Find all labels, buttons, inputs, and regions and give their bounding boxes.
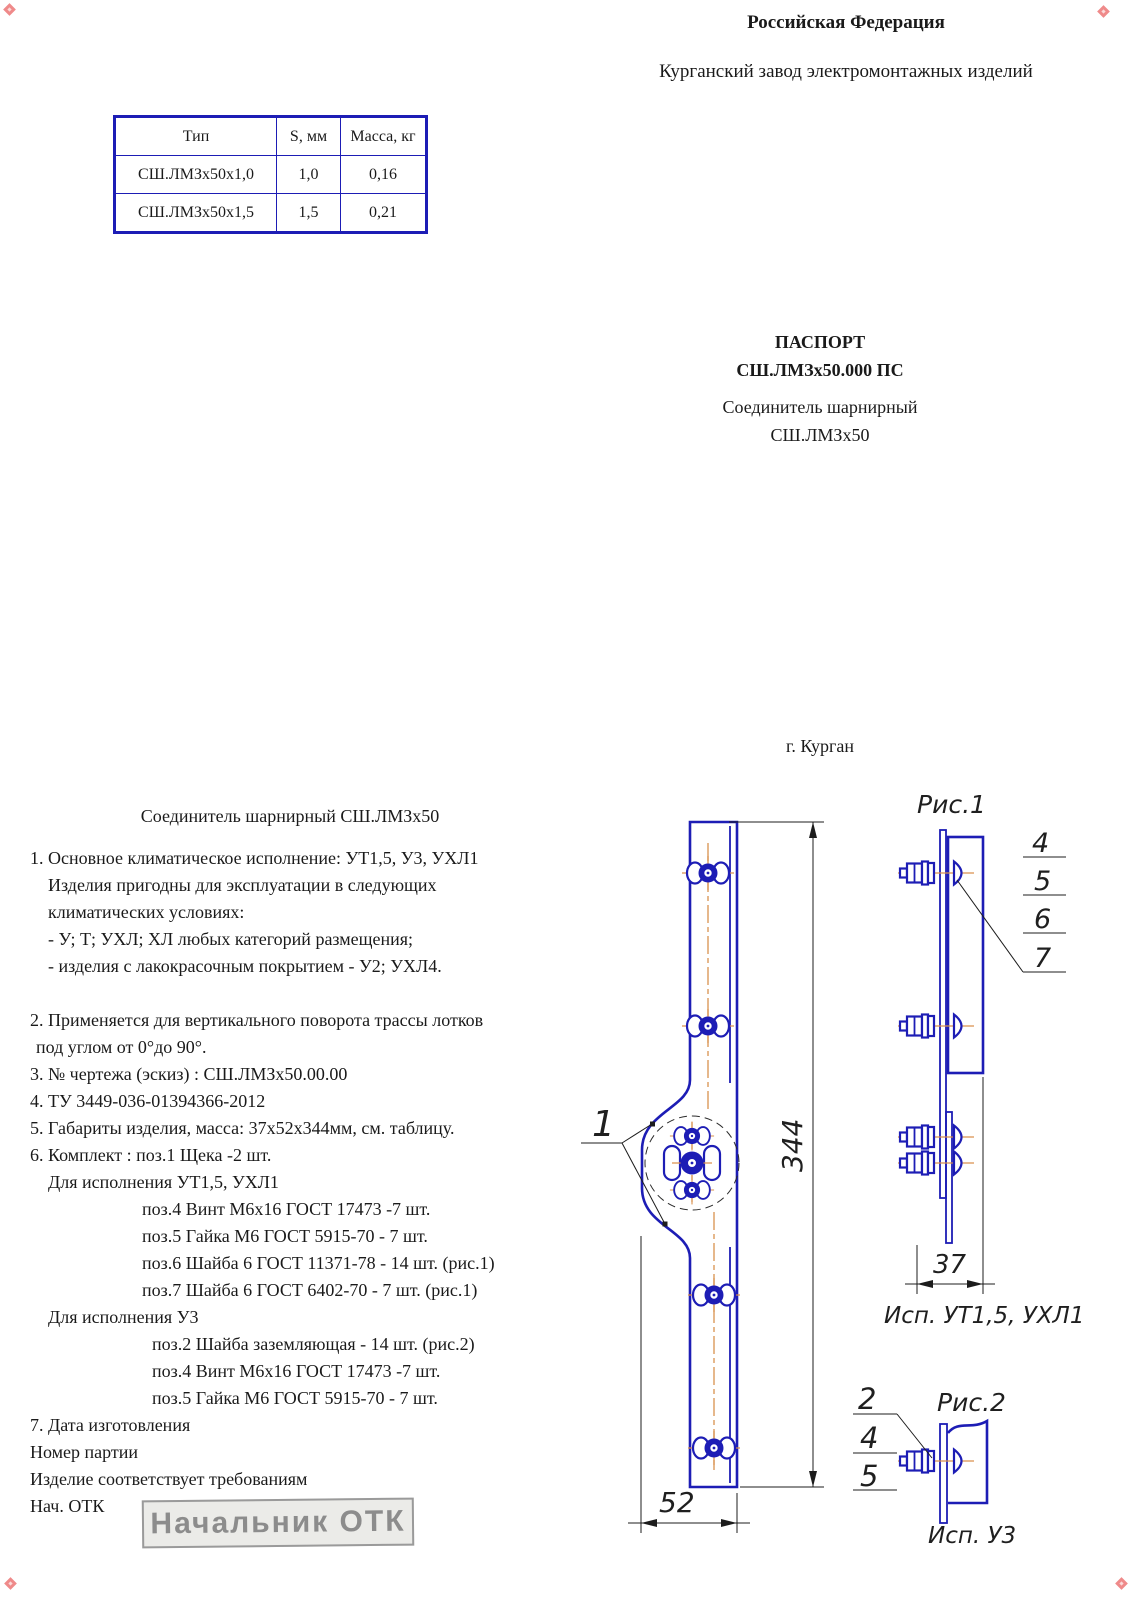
bolt-assembly-icon	[898, 862, 974, 885]
spec-line: 6. Комплект : поз.1 Щека -2 шт.	[30, 1145, 272, 1165]
fig2-label: Рис.2	[937, 1388, 1006, 1417]
spec-line: Изделия пригодны для эксплуатации в следующих	[48, 875, 437, 895]
spec-line: под углом от 0°до 90°.	[36, 1037, 207, 1057]
dimension-344	[729, 822, 824, 1487]
front-view-drawing	[581, 822, 824, 1533]
spec-line: поз.5 Гайка М6 ГОСТ 5915-70 - 7 шт.	[142, 1226, 428, 1246]
spec-line: климатических условиях:	[48, 902, 245, 922]
passport-code: СШ.ЛМЗх50.000 ПС	[736, 360, 904, 380]
otk-stamp-text: Начальник ОТК	[150, 1504, 406, 1541]
table-cell: СШ.ЛМЗх50х1,0	[115, 156, 277, 194]
svg-text:5: 5	[1034, 866, 1052, 897]
spec-line: Номер партии	[30, 1442, 139, 1462]
svg-text:37: 37	[933, 1250, 967, 1280]
bolt-icon	[688, 1278, 740, 1312]
spec-line: поз.6 Шайба 6 ГОСТ 11371-78 - 14 шт. (рис.1)	[142, 1253, 495, 1273]
spec-line: - изделия с лакокрасочным покрытием - У2; УХЛ4.	[48, 956, 442, 976]
spec-line: 4. ТУ 3449-036-01394366-2012	[30, 1091, 266, 1111]
table-header-cell: Масса, кг	[341, 117, 427, 156]
detail-view-drawing	[853, 1382, 1016, 1549]
dimension-37	[905, 1077, 995, 1294]
callout-ladder-fig2	[853, 1382, 932, 1493]
spec-line: поз.2 Шайба заземляющая - 14 шт. (рис.2)	[152, 1334, 475, 1354]
header-country: Российская Федерация	[747, 12, 945, 33]
spec-line: Нач. ОТК	[30, 1496, 105, 1516]
callout-1	[581, 1104, 668, 1227]
svg-text:4: 4	[860, 1421, 879, 1455]
table-cell: 0,16	[341, 156, 427, 194]
description-heading: Соединитель шарнирный СШ.ЛМЗх50	[140, 806, 440, 826]
table-header-cell: Тип	[115, 117, 277, 156]
spec-line: Изделие соответствует требованиям	[30, 1469, 308, 1489]
spec-line: 1. Основное климатическое исполнение: УТ1,5, У3, УХЛ1	[30, 848, 479, 868]
spec-line: Для исполнения У3	[48, 1307, 199, 1327]
spec-line: поз.4 Винт М6х16 ГОСТ 17473 -7 шт.	[142, 1199, 431, 1219]
svg-text:5: 5	[860, 1459, 879, 1493]
spec-line: 7. Дата изготовления	[30, 1415, 191, 1435]
svg-text:6: 6	[1034, 904, 1052, 935]
bolt-assembly-icon	[898, 1152, 974, 1175]
svg-text:2: 2	[858, 1382, 877, 1416]
product-name: Соединитель шарнирный	[722, 397, 918, 417]
city-label: г. Курган	[785, 736, 854, 756]
svg-text:344: 344	[776, 1118, 809, 1172]
exec2-label: Исп. У3	[928, 1523, 1017, 1549]
spec-line: поз.5 Гайка М6 ГОСТ 5915-70 - 7 шт.	[152, 1388, 438, 1408]
passport-title: ПАСПОРТ	[774, 332, 866, 352]
table-cell: СШ.ЛМЗх50х1,5	[115, 194, 277, 233]
spec-line: поз.7 Шайба 6 ГОСТ 6402-70 - 7 шт. (рис.1)	[142, 1280, 478, 1300]
spec-line: Для исполнения УТ1,5, УХЛ1	[48, 1172, 279, 1192]
svg-text:7: 7	[1034, 943, 1052, 974]
bolt-assembly-icon	[898, 1015, 974, 1038]
exec1-label: Исп. УТ1,5, УХЛ1	[884, 1303, 1085, 1329]
svg-text:4: 4	[1032, 828, 1050, 859]
table-cell: 1,5	[277, 194, 341, 233]
spec-line: 2. Применяется для вертикального поворота трассы лотков	[30, 1010, 484, 1030]
callout-ladder-fig1	[957, 828, 1066, 974]
bolt-assembly-icon	[898, 1450, 974, 1473]
table-header-cell: S, мм	[277, 117, 341, 156]
svg-text:1: 1	[592, 1104, 615, 1145]
side-view-drawing	[884, 790, 1084, 1329]
fig1-label: Рис.1	[917, 790, 986, 819]
table-cell: 0,21	[341, 194, 427, 233]
bolt-assembly-icon	[898, 1126, 974, 1149]
spec-line: - У; Т; УХЛ; ХЛ любых категорий размещения;	[48, 929, 414, 949]
product-model: СШ.ЛМЗх50	[770, 425, 870, 445]
table-cell: 1,0	[277, 156, 341, 194]
bolt-icon	[688, 1431, 740, 1465]
spec-line: 3. № чертежа (эскиз) : СШ.ЛМЗх50.00.00	[30, 1064, 348, 1084]
spec-line: 5. Габариты изделия, масса: 37х52х344мм, см. таблицу.	[30, 1118, 455, 1138]
svg-text:52: 52	[659, 1486, 695, 1519]
header-factory: Курганский завод электромонтажных изделий	[659, 61, 1033, 82]
spec-line: поз.4 Винт М6х16 ГОСТ 17473 -7 шт.	[152, 1361, 441, 1381]
